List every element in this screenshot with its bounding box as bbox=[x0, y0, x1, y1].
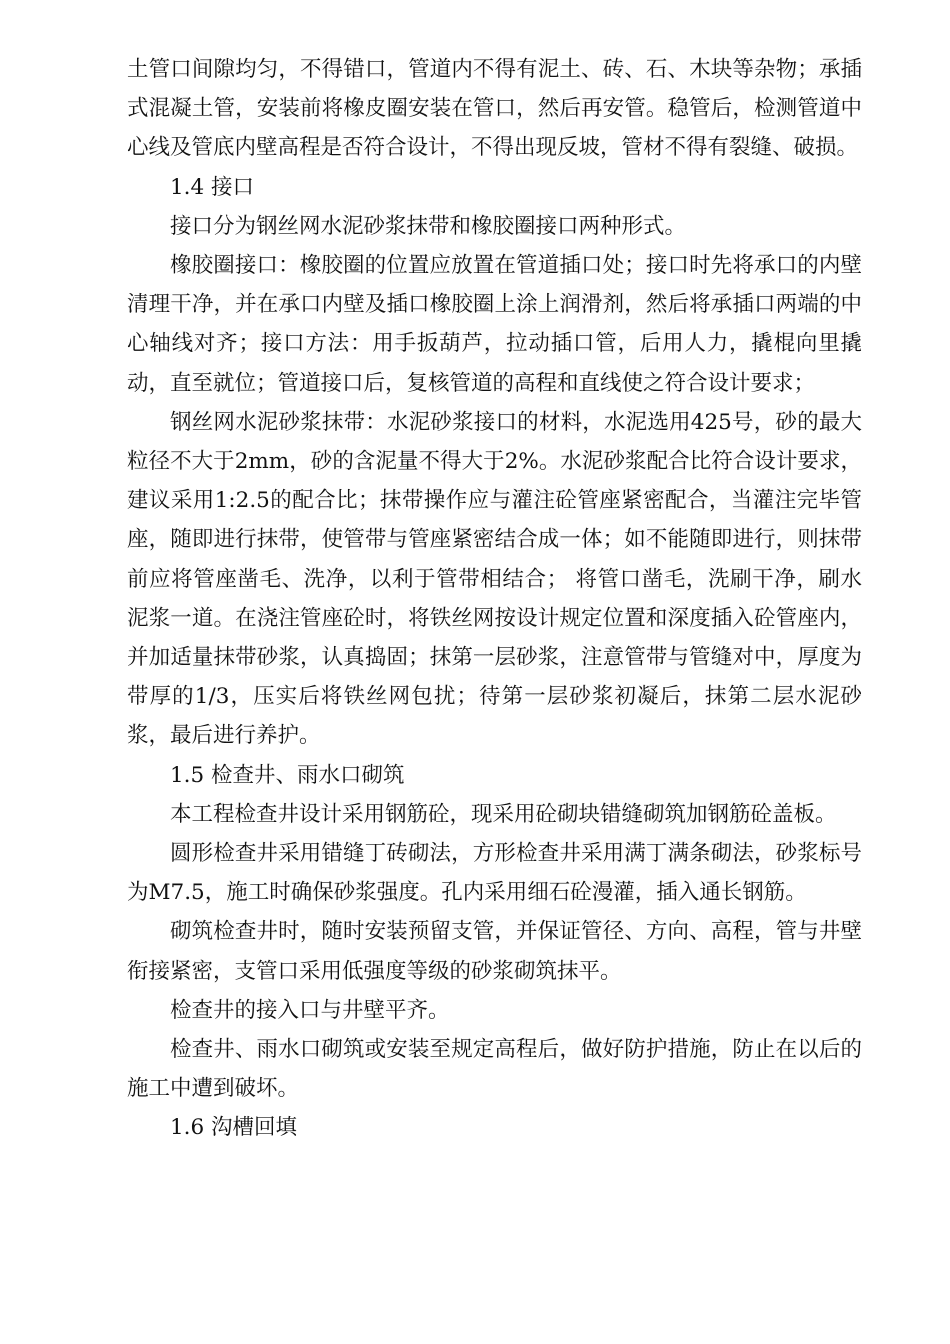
paragraph-well-design: 本工程检查井设计采用钢筋砼，现采用砼砌块错缝砌筑加钢筋砼盖板。 bbox=[170, 801, 837, 827]
paragraph-rubber-ring-joint: 橡胶圈接口：橡胶圈的位置应放置在管道插口处；接口时先将承口的内壁清理干净，并在承口内壁及插口橡胶圈上涂上润滑剂，然后将承插口两端的中心轴线对齐；接口方法：用手扳葫芦，拉动插口管，后用人力，撬棍向里撬动，直至就位；管道接口后，复核管道的高程和直线使之符合设计要求； bbox=[127, 253, 862, 396]
section-heading-inspection-well: 1.5 检查井、雨水口砌筑 bbox=[170, 762, 405, 788]
section-heading-joint: 1.4 接口 bbox=[170, 174, 255, 200]
paragraph-well-inlet: 检查井的接入口与井壁平齐。 bbox=[170, 997, 450, 1023]
paragraph-pipe-installation: 土管口间隙均匀，不得错口，管道内不得有泥土、砖、石、木块等杂物；承插式混凝土管，安装前将橡皮圈安装在管口，然后再安管。稳管后，检测管道中心线及管底内壁高程是否符合设计，不得出现反坡，管材不得有裂缝、破损。 bbox=[127, 57, 862, 161]
paragraph-well-masonry-method: 圆形检查井采用错缝丁砖砌法，方形检查井采用满丁满条砌法，砂浆标号为M7.5，施工时确保砂浆强度。孔内采用细石砼漫灌，插入通长钢筋。 bbox=[127, 841, 862, 906]
paragraph-joint-types: 接口分为钢丝网水泥砂浆抹带和橡胶圈接口两种形式。 bbox=[170, 213, 687, 239]
paragraph-branch-pipe: 砌筑检查井时，随时安装预留支管，并保证管径、方向、高程，管与井壁衔接紧密，支管口采用低强度等级的砂浆砌筑抹平。 bbox=[127, 919, 862, 984]
paragraph-protection-measures: 检查井、雨水口砌筑或安装至规定高程后，做好防护措施，防止在以后的施工中遭到破坏。 bbox=[127, 1037, 862, 1102]
section-heading-trench-backfill: 1.6 沟槽回填 bbox=[170, 1115, 298, 1141]
document-body bbox=[127, 50, 862, 1148]
paragraph-wire-mesh-mortar-band: 钢丝网水泥砂浆抹带：水泥砂浆接口的材料，水泥选用425号，砂的最大粒径不大于2mm，砂的含泥量不得大于2%。水泥砂浆配合比符合设计要求，建议采用1:2.5的配合比；抹带操作应与灌注砼管座紧密配合，当灌注完毕管座，随即进行抹带，使管带与管座紧密结合成一体；如不能随即进行，则抹带前应将管座凿毛、洗净，以利于管带相结合； 将管口凿毛，洗刷干净，刷水泥浆一道。在浇注管座砼时，将铁丝网按设计规定位置和深度插入砼管座内，并加适量抹带砂浆，认真捣固；抹第一层砂浆，注意管带与管缝对中，厚度为带厚的1/3，压实后将铁丝网包扰；待第一层砂浆初凝后，抹第二层水泥砂浆，最后进行养护。 bbox=[127, 409, 862, 749]
